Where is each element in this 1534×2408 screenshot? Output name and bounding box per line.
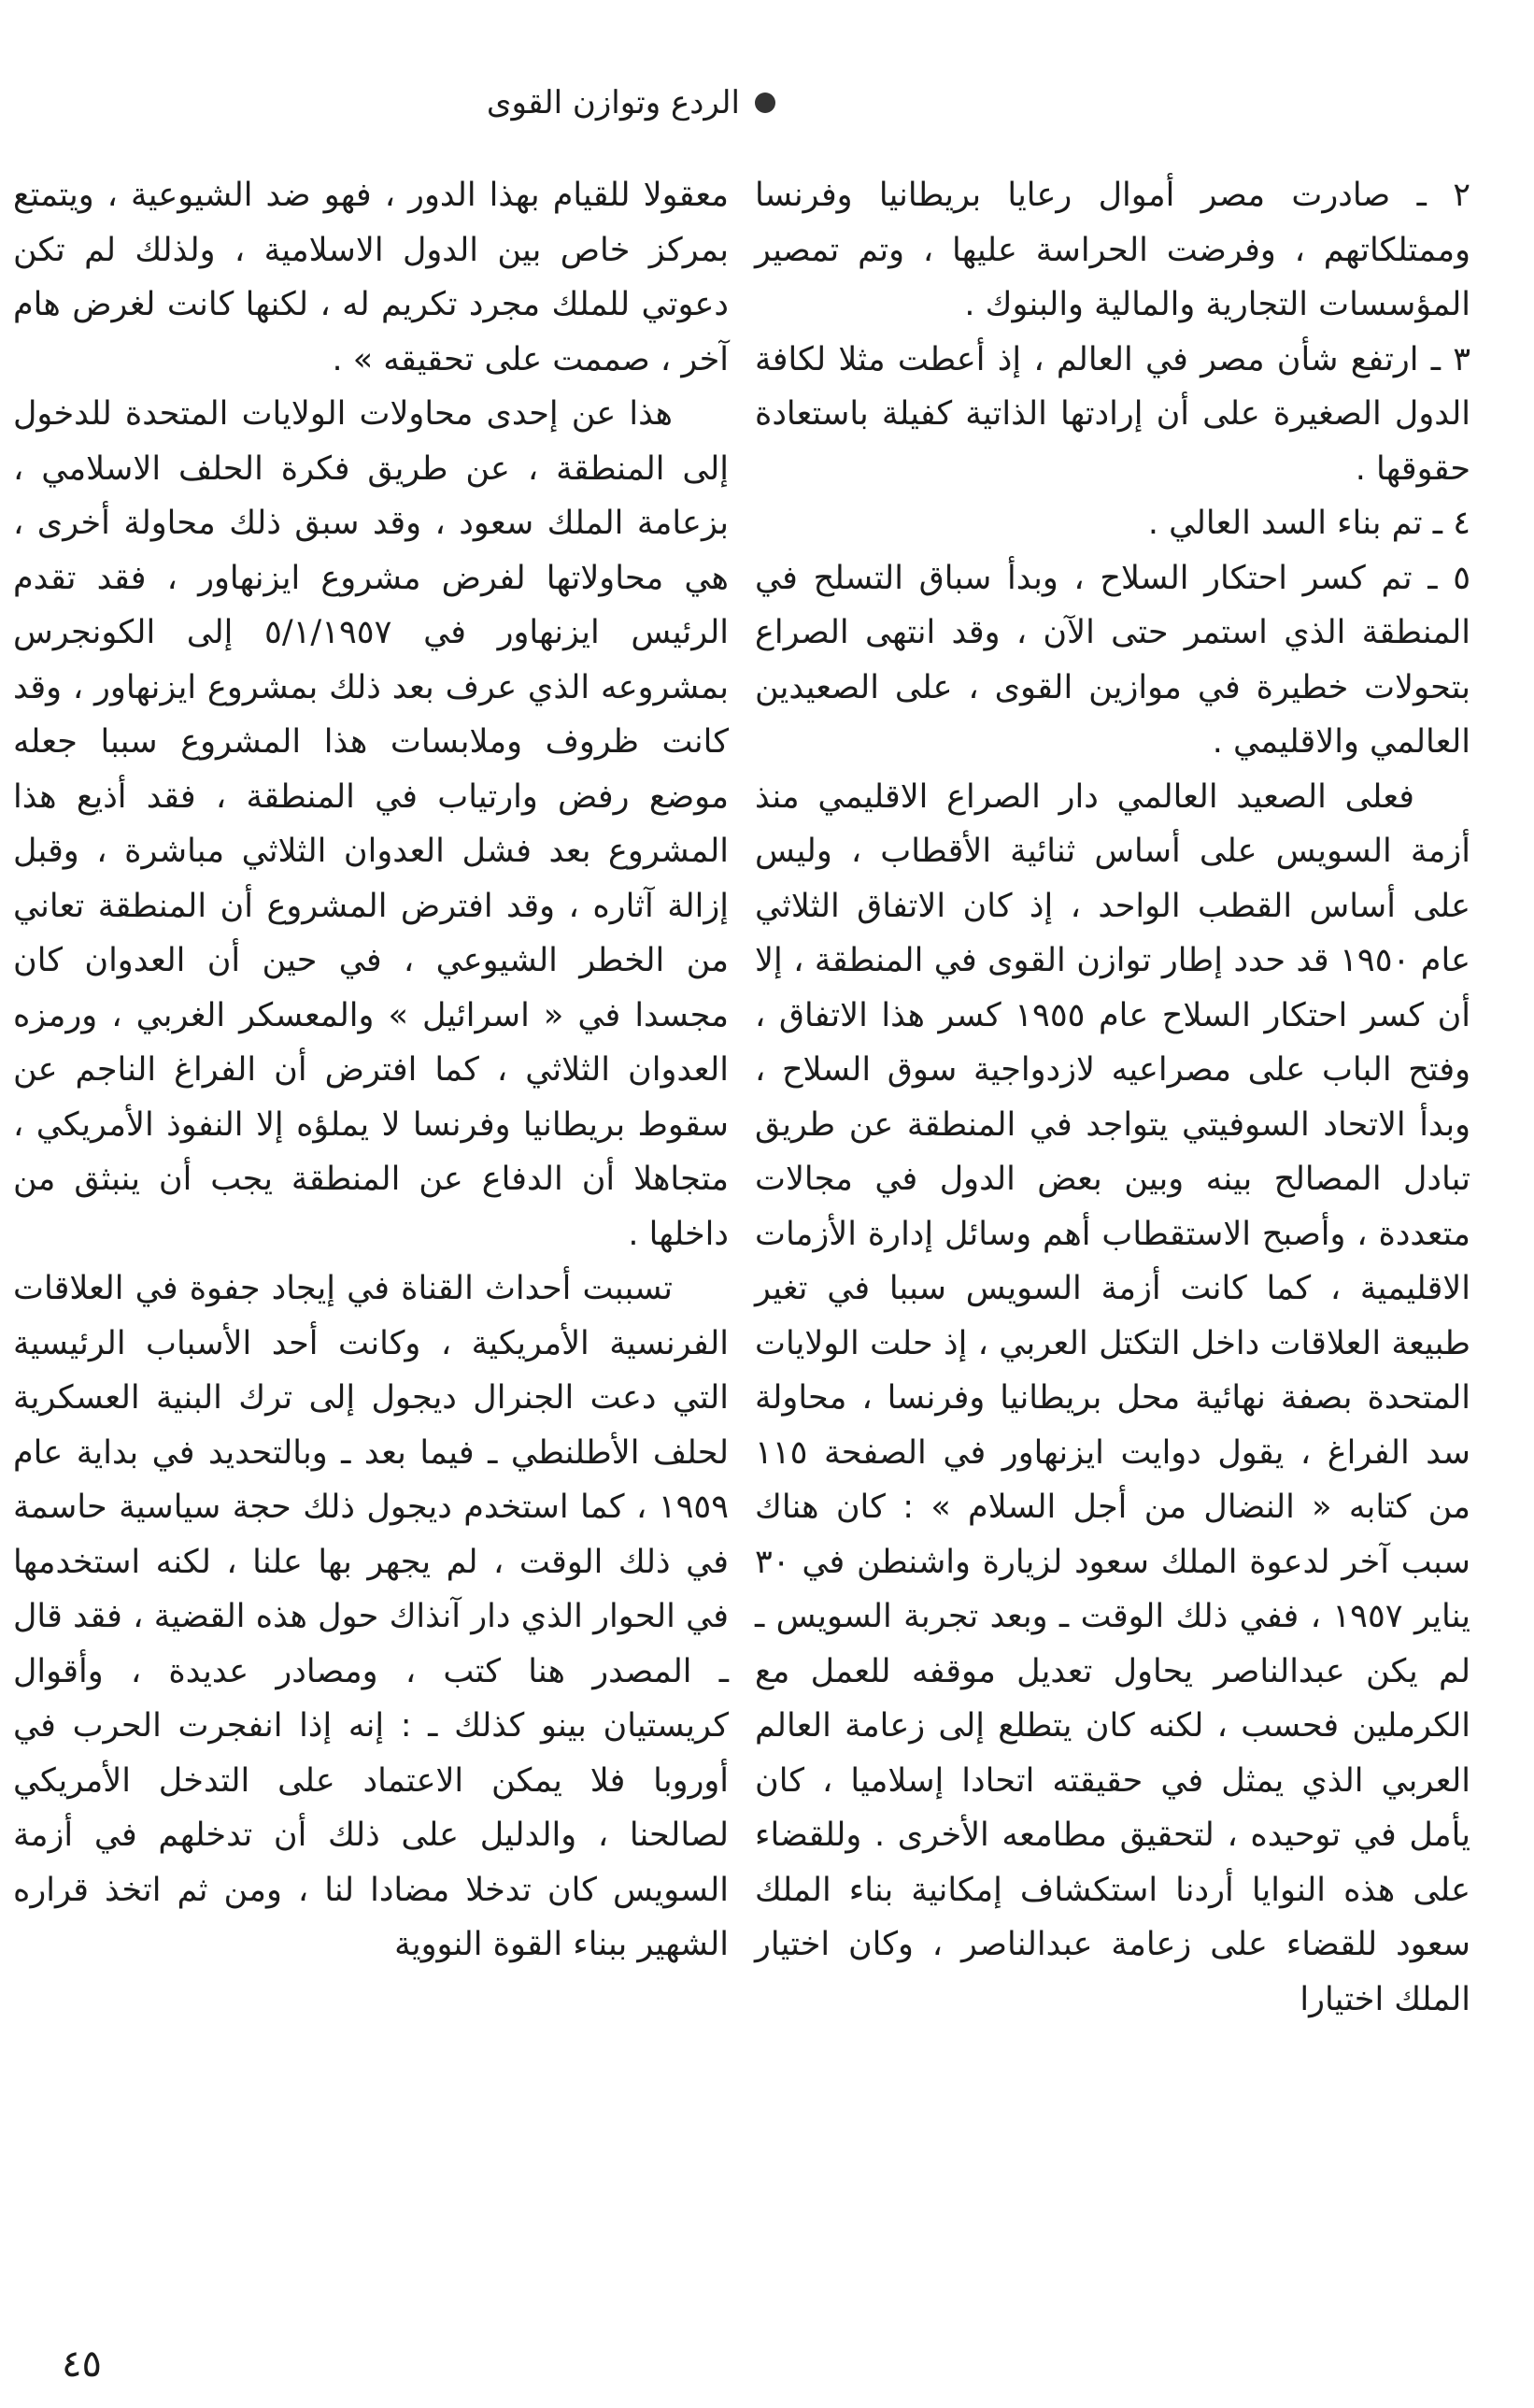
paragraph: معقولا للقيام بهذا الدور ، فهو ضد الشيوعية ، ويتمتع بمركز خاص بين الدول الاسلامية ، ولذلك لم تكن دعوتي للملك مجرد تكريم له ، لكنها كانت لغرض هام آخر ، صممت على تحقيقه » . (13, 177, 729, 378)
running-header (65, 84, 775, 121)
paragraph: ٥ ـ تم كسر احتكار السلاح ، وبدأ سباق التسلح في المنطقة الذي استمر حتى الآن ، وقد انتهى الصراع بتحولات خطيرة في موازين القوى ، على الصعيدين العالمي والاقليمي . (755, 559, 1470, 761)
running-header-title: الردع وتوازن القوى (486, 84, 740, 121)
paragraph: ٤ ـ تم بناء السد العالي . (1147, 505, 1470, 542)
paragraph: فعلى الصعيد العالمي دار الصراع الاقليمي منذ أزمة السويس على أساس ثنائية الأقطاب ، وليس على أساس القطب الواحد ، إذ كان الاتفاق الثلاثي عام ١٩٥٠ قد حدد إطار توازن القوى في المنطقة ، إلا أن كسر احتكار السلاح عام ١٩٥٥ كسر هذا الاتفاق ، وفتح الباب على مصراعيه لازدواجية سوق السلاح ، وبدأ الاتحاد السوفيتي يتواجد في المنطقة عن طريق تبادل المصالح بينه وبين بعض الدول في مجالات متعددة ، وأصبح الاستقطاب أهم وسائل إدارة الأزمات الاقليمية ، كما كانت أزمة السويس سببا في تغير طبيعة العلاقات داخل التكتل العربي ، إذ حلت الولايات المتحدة بصفة نهائية محل بريطانيا وفرنسا ، محاولة سد الفراغ ، يقول دوايت ايزنهاور في الصفحة ١١٥ من كتابه « النضال من أجل السلام » : كان هناك سبب آخر لدعوة الملك سعود لزيارة واشنطن في ٣٠ يناير ١٩٥٧ ، ففي ذلك الوقت ـ وبعد تجربة السويس ـ لم يكن عبدالناصر يحاول تعديل موقفه للعمل مع الكرملين فحسب ، لكنه كان يتطلع إلى زعامة العالم العربي الذي يمثل في حقيقته اتحادا إسلاميا ، كان يأمل في توحيده ، لتحقيق مطامعه الأخرى . وللقضاء على هذه النوايا أردنا استكشاف إمكانية بناء الملك سعود للقضاء على زعامة عبدالناصر ، وكان اختيار الملك اختيارا (755, 777, 1471, 2018)
paragraph: ٢ ـ صادرت مصر أموال رعايا بريطانيا وفرنسا وممتلكاتهم ، وفرضت الحراسة عليها ، وتم تمصير المؤسسات التجارية والمالية والبنوك . (755, 177, 1470, 323)
paragraph: ٣ ـ ارتفع شأن مصر في العالم ، إذ أعطت مثلا لكافة الدول الصغيرة على أن إرادتها الذاتية كفيلة باستعادة حقوقها . (755, 340, 1470, 488)
right-column (755, 168, 1470, 2027)
paragraph: هذا عن إحدى محاولات الولايات المتحدة للدخول إلى المنطقة ، عن طريق فكرة الحلف الاسلامي ، بزعامة الملك سعود ، وقد سبق ذلك محاولة أخرى ، هي محاولاتها لفرض مشروع ايزنهاور ، فقد تقدم الرئيس ايزنهاور في ٥/١/١٩٥٧ إلى الكونجرس بمشروعه الذي عرف بعد ذلك بمشروع ايزنهاور ، وقد كانت ظروف وملابسات هذا المشروع سببا جعله موضع رفض وارتياب في المنطقة ، فقد أذيع هذا المشروع بعد فشل العدوان الثلاثي مباشرة ، وقبل إزالة آثاره ، وقد افترض المشروع أن المنطقة تعاني من الخطر الشيوعي ، في حين أن العدوان كان مجسدا في « اسرائيل » والمعسكر الغربي ، ورمزه العدوان الثلاثي ، كما افترض أن الفراغ الناجم عن سقوط بريطانيا وفرنسا لا يملؤه إلا النفوذ الأمريكي ، متجاهلا أن الدفاع عن المنطقة يجب أن ينبثق من داخلها . (13, 395, 730, 1253)
paragraph: تسببت أحداث القناة في إيجاد جفوة في العلاقات الفرنسية الأمريكية ، وكانت أحد الأسباب الرئيسية التي دعت الجنرال ديجول إلى ترك البنية العسكرية لحلف الأطلنطي ـ فيما بعد ـ وبالتحديد في بداية عام ١٩٥٩ ، كما استخدم ديجول ذلك حجة سياسية حاسمة في ذلك الوقت ، لم يجهر بها علنا ، لكنه استخدمها في الحوار الذي دار آنذاك حول هذه القضية ، فقد قال ـ المصدر هنا كتب ، ومصادر عديدة ، وأقوال كريستيان بينو كذلك ـ : إنه إذا انفجرت الحرب في أوروبا فلا يمكن الاعتماد على التدخل الأمريكي لصالحنا ، والدليل على ذلك أن تدخلهم في أزمة السويس كان تدخلا مضادا لنا ، ومن ثم اتخذ قراره الشهير ببناء القوة النووية (13, 1270, 729, 1963)
page-number: ٤٥ (62, 2343, 102, 2386)
bullet-icon (755, 93, 775, 113)
left-column (13, 168, 729, 1973)
